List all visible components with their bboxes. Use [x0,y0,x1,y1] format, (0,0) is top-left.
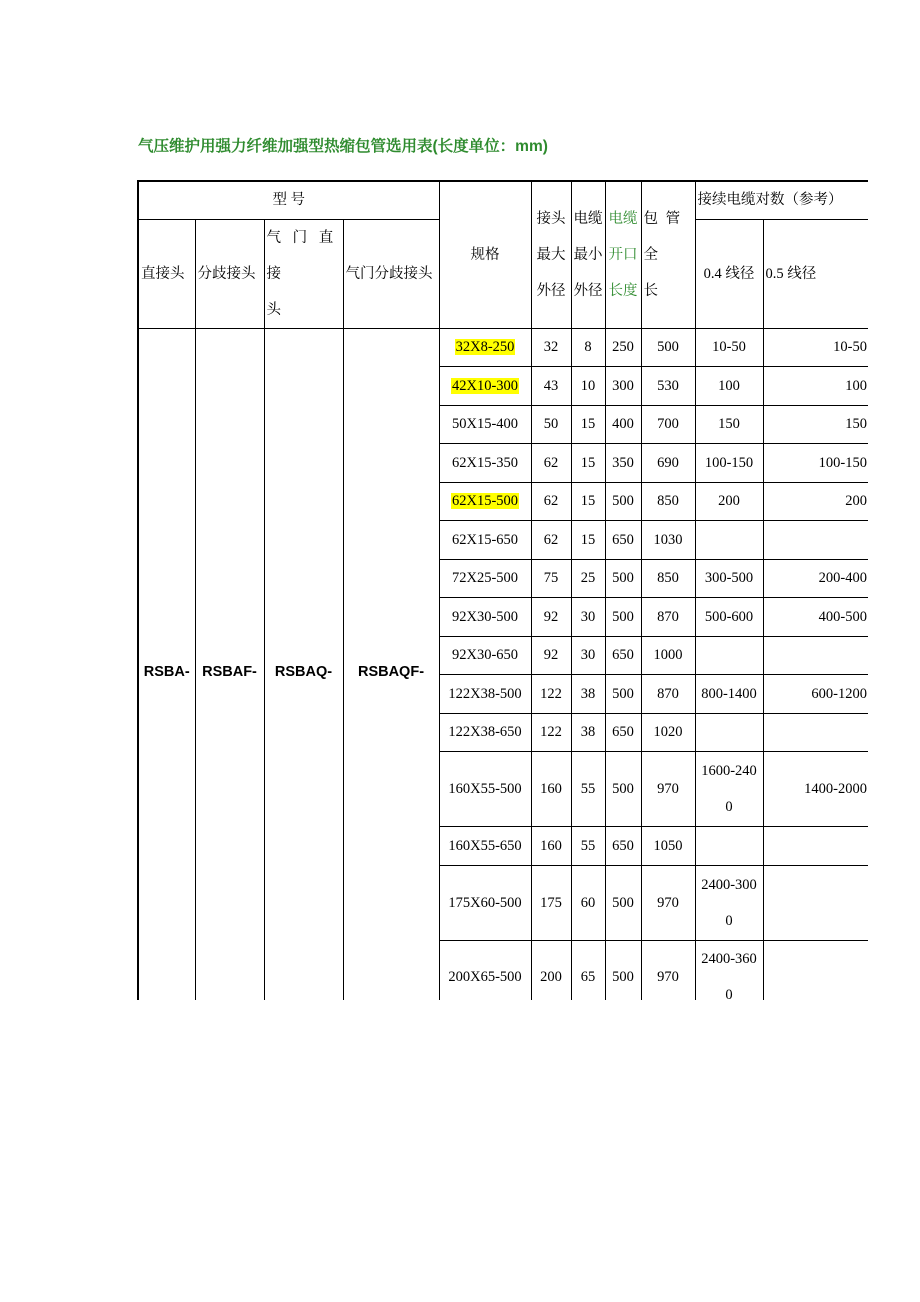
cell-open-length: 650 [605,521,641,560]
cell-d04-l1: 2400-360 [701,951,757,968]
cell-spec [439,598,531,637]
cell-d05-value: 400-500 [818,608,867,625]
cell-total-length: 1000 [641,636,695,675]
cell-d05 [763,444,868,483]
cell-cable-od: 15 [571,444,605,483]
header-d05: 0.5 线径 [763,219,868,328]
spec-value: 92X30-650 [451,647,519,664]
cell-joint-od: 62 [531,482,571,521]
cell-d04 [695,521,763,560]
cell-spec [439,713,531,752]
cell-joint-od: 62 [531,521,571,560]
cell-d05-value: 600-1200 [811,685,867,702]
cell-total-length: 500 [641,328,695,367]
header-model: 型 号 [138,181,439,219]
cell-total-length: 970 [641,940,695,1000]
cell-joint-od: 200 [531,940,571,1000]
cell-d05-value: 1400-2000 [804,781,867,797]
group-valve-straight: RSBAQ- [264,328,343,1000]
cell-cable-od: 10 [571,367,605,406]
cell-d04: 100 [695,367,763,406]
header-cable-open-l2: 开口 [608,246,638,263]
header-d04: 0.4 线径 [695,219,763,328]
spec-value: 42X10-300 [451,377,519,394]
cell-total-length: 1050 [641,827,695,866]
header-valve-straight [264,219,343,328]
cell-joint-od: 175 [531,865,571,940]
cell-cable-od: 65 [571,940,605,1000]
cell-total-length: 530 [641,367,695,406]
cell-cable-od: 60 [571,865,605,940]
header-total-length-l1: 包 管 全 [643,210,683,263]
cell-d05 [763,752,868,827]
cell-d05 [763,636,868,675]
spec-value: 160X55-650 [448,837,522,854]
header-valve-straight-l1: 气 门 直 接 [266,229,338,282]
cell-open-length: 350 [605,444,641,483]
cell-joint-od: 160 [531,752,571,827]
cell-open-length: 300 [605,367,641,406]
cell-spec [439,865,531,940]
header-total-length-l2: 长 [643,282,658,299]
cell-cable-od: 38 [571,675,605,714]
spec-value: 160X55-500 [448,781,522,797]
header-cable-od-l2: 最小 [573,246,603,263]
header-valve-straight-l2: 头 [266,301,281,318]
cell-joint-od: 160 [531,827,571,866]
cell-d05-value: 150 [845,416,867,433]
cell-open-length: 500 [605,865,641,940]
group-valve-branch: RSBAQF- [343,328,439,1000]
cell-d05 [763,405,868,444]
table-row [138,328,868,367]
cell-total-length: 700 [641,405,695,444]
cell-d05 [763,559,868,598]
cell-d05 [763,713,868,752]
cell-d04 [695,827,763,866]
header-cable-od [571,181,605,328]
cell-d04: 100-150 [695,444,763,483]
header-cable-od-l3: 外径 [573,282,603,299]
header-spec: 规格 [439,181,531,328]
cell-spec [439,636,531,675]
cell-cable-od: 8 [571,328,605,367]
cell-d05 [763,482,868,521]
cell-d04 [695,752,763,827]
spec-value: 92X30-500 [451,608,519,625]
spec-value: 200X65-500 [448,969,522,986]
cell-d05 [763,367,868,406]
cell-open-length: 500 [605,482,641,521]
cell-open-length: 250 [605,328,641,367]
cell-cable-od: 55 [571,752,605,827]
cell-spec [439,940,531,1000]
header-cable-open-l1: 电缆 [608,210,638,227]
cell-d04-l2: 0 [725,912,733,929]
group-straight: RSBA- [138,328,195,1000]
cell-d04: 800-1400 [695,675,763,714]
header-straight: 直接头 [138,219,195,328]
spec-value: 62X15-350 [451,454,519,471]
header-cable-open [605,181,641,328]
selection-table-container [137,180,868,1000]
header-branch: 分歧接头 [195,219,264,328]
cell-d05-value: 10-50 [833,339,867,356]
cell-spec [439,405,531,444]
cell-open-length: 500 [605,940,641,1000]
cell-total-length: 690 [641,444,695,483]
cell-cable-od: 15 [571,405,605,444]
cell-d04-l2: 0 [725,987,733,1000]
cell-d05 [763,598,868,637]
cell-cable-od: 15 [571,521,605,560]
cell-spec [439,444,531,483]
cell-d05-value: 100 [845,377,867,394]
header-cable-od-l1: 电缆 [573,210,603,227]
cell-joint-od: 122 [531,675,571,714]
cell-total-length: 870 [641,598,695,637]
cell-spec [439,482,531,521]
header-cable-open-l3: 长度 [608,282,638,299]
cell-open-length: 500 [605,559,641,598]
cell-open-length: 500 [605,598,641,637]
cell-spec [439,827,531,866]
cell-open-length: 500 [605,752,641,827]
cell-joint-od: 32 [531,328,571,367]
cell-cable-od: 15 [571,482,605,521]
cell-total-length: 1020 [641,713,695,752]
cell-cable-od: 38 [571,713,605,752]
spec-value: 50X15-400 [451,416,519,433]
cell-cable-od: 30 [571,598,605,637]
cell-d04: 150 [695,405,763,444]
header-joint-od-l3: 外径 [536,282,566,299]
cell-spec [439,559,531,598]
page-title: 气压维护用强力纤维加强型热缩包管选用表(长度单位：mm) [138,138,548,155]
group-branch: RSBAF- [195,328,264,1000]
header-joint-od [531,181,571,328]
cell-total-length: 850 [641,482,695,521]
cell-spec [439,675,531,714]
header-total-length [641,181,695,328]
header-joint-od-l1: 接头 [536,210,566,227]
spec-value: 72X25-500 [451,570,519,587]
spec-value: 62X15-500 [451,493,519,510]
spec-value: 32X8-250 [455,339,515,356]
cell-d05 [763,675,868,714]
header-joint-od-l2: 最大 [536,246,566,263]
cell-d04 [695,865,763,940]
cell-cable-od: 25 [571,559,605,598]
spec-value: 122X38-500 [448,685,522,702]
cell-d04 [695,940,763,1000]
header-pairs: 接续电缆对数（参考） [695,181,868,219]
cell-spec [439,521,531,560]
cell-joint-od: 50 [531,405,571,444]
cell-d04 [695,636,763,675]
cell-total-length: 970 [641,752,695,827]
cell-cable-od: 30 [571,636,605,675]
cell-spec [439,328,531,367]
cell-open-length: 650 [605,636,641,675]
cell-d05-value: 100-150 [818,454,867,471]
cell-d05 [763,328,868,367]
cell-d04-l2: 0 [725,799,733,815]
cell-d04: 300-500 [695,559,763,598]
cell-open-length: 650 [605,827,641,866]
cell-joint-od: 75 [531,559,571,598]
selection-table [137,180,868,1000]
header-valve-branch: 气门分歧接头 [343,219,439,328]
cell-d04 [695,713,763,752]
spec-value: 122X38-650 [448,724,522,741]
cell-open-length: 500 [605,675,641,714]
spec-value: 175X60-500 [448,894,522,911]
cell-joint-od: 122 [531,713,571,752]
cell-d05-value: 200-400 [818,570,867,587]
cell-joint-od: 43 [531,367,571,406]
cell-cable-od: 55 [571,827,605,866]
cell-d05-value: 200 [845,493,867,510]
spec-value: 62X15-650 [451,531,519,548]
cell-d05 [763,827,868,866]
cell-d05 [763,940,868,1000]
cell-total-length: 850 [641,559,695,598]
cell-total-length: 1030 [641,521,695,560]
cell-total-length: 970 [641,865,695,940]
cell-d04: 200 [695,482,763,521]
cell-d04: 10-50 [695,328,763,367]
cell-d05 [763,521,868,560]
cell-spec [439,367,531,406]
cell-open-length: 650 [605,713,641,752]
cell-d04-l1: 2400-300 [701,876,757,893]
cell-total-length: 870 [641,675,695,714]
cell-joint-od: 92 [531,598,571,637]
cell-spec [439,752,531,827]
cell-open-length: 400 [605,405,641,444]
cell-joint-od: 62 [531,444,571,483]
cell-d05 [763,865,868,940]
cell-d04: 500-600 [695,598,763,637]
cell-joint-od: 92 [531,636,571,675]
cell-d04-l1: 1600-240 [701,763,757,779]
